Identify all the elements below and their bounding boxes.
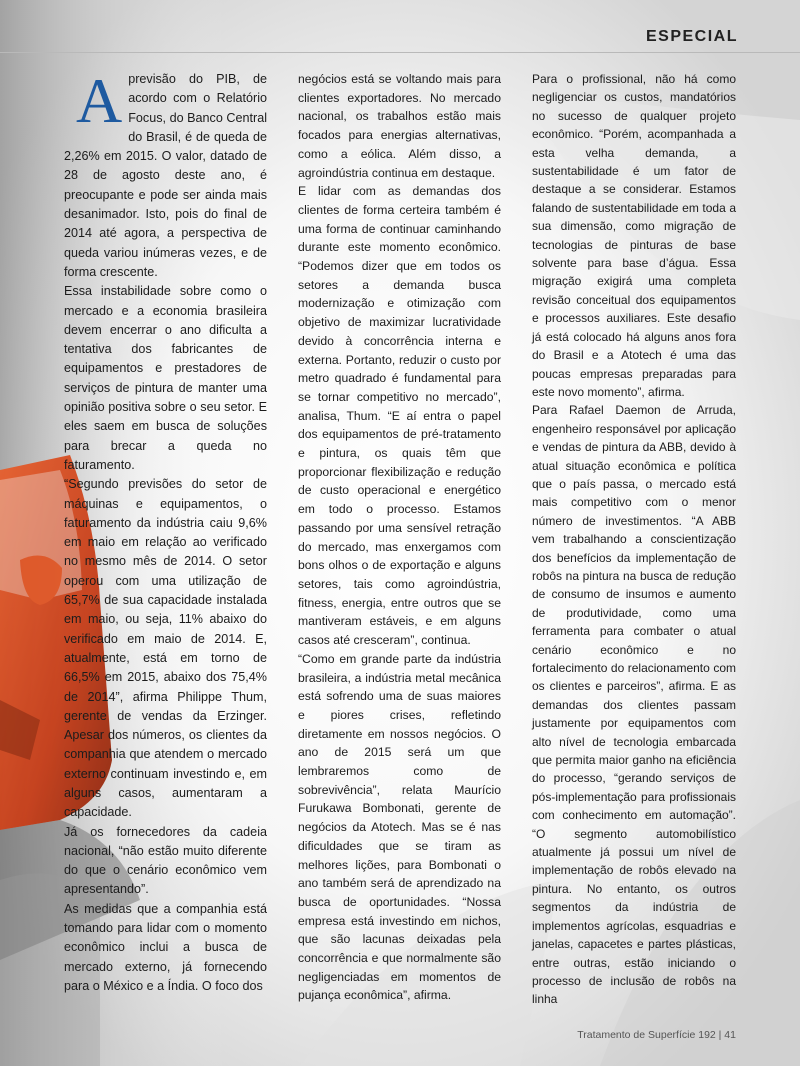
paragraph: previsão do PIB, de acordo com o Relatório Focus, do Banco Central do Brasil, é de queda de 2,26% em 2015. O valor, datado de 28 de agosto deste ano, é preocupante e pode ser ainda mais desanimador. Isto, pois do final de 2014 até agora, a perspectiva de queda variou inúmeras vezes, e de forma crescente. (64, 72, 267, 279)
article-column-3 (532, 70, 736, 1009)
paragraph: Essa instabilidade sobre como o mercado e a economia brasileira devem encerrar o ano dificulta a tentativa dos fabricantes de equipamentos e prestadores de serviços de pintura de manter uma opinião positiva sobre o seu setor. E eles saem em busca de soluções para brecar a queda no faturamento. (64, 284, 267, 472)
paragraph: “Segundo previsões do setor de máquinas e equipamentos, o faturamento da indústria caiu 9,6% em maio em relação ao verificado no mesmo mês de 2014. O setor operou com uma utilização de 65,7% de sua capacidade instalada em maio, ou seja, 11% abaixo do verificado em maio de 2014. E, atualmente, está em torno de 66,5% em 2015, abaixo dos 75,4% de 2014”, afirma Philippe Thum, gerente de vendas da Erzinger. Apesar dos números, os clientes da companhia que atendem o mercado externo continuam investindo e, em alguns casos, aumentaram a capacidade. (64, 477, 267, 820)
paragraph: As medidas que a companhia está tomando para lidar com o momento econômico inclui a busca de mercado externo, já fornecendo para o México e a Índia. O foco dos (64, 901, 267, 993)
page-footer: Tratamento de Superfície 192 | 41 (577, 1029, 736, 1041)
paragraph: Para Rafael Daemon de Arruda, engenheiro responsável por aplicação e vendas de pintura da ABB, devido à atual situação econômica e política que o país passa, o mercado está mais competitivo com o menor número de investimentos. “A ABB vem trabalhando a conscientização dos benefícios da implementação de robôs na pintura na busca de redução de consumo de insumos e aumento de produtividade, como uma ferramenta para combater o atual cenário econômico e no fortalecimento do relacionamento com os clientes e parceiros”, afirma. E as demandas dos clientes passam justamente por equipamentos com alto nível de tecnologia embarcada que permita maior ganho na eficiência do processo, “gerando serviços de pós-implementação para profissionais com conhecimento em automação”. “O segmento automobilístico atualmente já possui um nível de implementação de robôs elevado na pintura. No entanto, os outros segmentos da indústria de implementos agrícolas, esquadrias e janelas, capacetes e partes plásticas, entre outras, estão iniciando o processo de inclusão de robôs na linha (532, 403, 736, 1007)
header-rule (0, 52, 800, 53)
article-column-1 (64, 65, 267, 996)
paragraph: Para o profissional, não há como negligenciar os custos, mandatórios no sucesso de qualquer projeto econômico. “Porém, acompanhada a esta velha demanda, a sustentabilidade é um fator de destaque a se considerar. Estamos falando de sustentabilidade em toda a sua dimensão, como migração de tecnologias de pinturas de base solvente para base d’água. Essa migração exigirá uma completa revisão conceitual dos equipamentos e processos auxiliares. Este desafio já está colocado há alguns anos fora do Brasil e a Atotech é uma das poucas empresas preparadas para este novo momento”, afirma. (532, 72, 736, 399)
paragraph: E lidar com as demandas dos clientes de forma certeira também é uma forma de continuar caminhando durante este momento econômico. “Podemos dizer que em todos os setores a demanda busca modernização e otimização com objetivo de maximizar lucratividade devido à concorrência interna e externa. Portanto, reduzir o custo por metro quadrado é fundamental para se tornar competitivo no mercado”, analisa, Thum. “E aí entra o papel dos equipamentos de pré-tratamento e pintura, os quais têm que proporcionar flexibilização e redução de custo operacional e energético em todo o processo. Estamos passando por uma sensível retração do mercado, mas enxergamos com bons olhos o de exportação e alguns setores, tais como agroindústria, fitness, energia, entre outros que se mantiveram estáveis, e em alguns casos até cresceram”, continua. (298, 184, 501, 648)
paragraph: negócios está se voltando mais para clientes exportadores. No mercado nacional, os trabalhos estão mais focados para energias alternativas, como a eólica. Além disso, a agroindústria continua em destaque. (298, 72, 501, 180)
article-column-2 (298, 70, 501, 1005)
section-label: ESPECIAL (645, 28, 738, 45)
paragraph: “Como em grande parte da indústria brasileira, a indústria metal mecânica está sofrendo uma de suas maiores e piores crises, refletindo diretamente em nossos negócios. O ano de 2015 será um que lembraremos como de sobrevivência”, relata Maurício Furukawa Bombonati, gerente de negócios da Atotech. Mas se é nas dificuldades que se tiram as melhores lições, para Bombonati o ano também será de aprendizado na busca de oportunidades. “Nossa empresa está investindo em nichos, que são lacunas deixadas pela concorrência e que normalmente são negligenciadas em momentos de pujança econômica”, afirma. (298, 651, 501, 1003)
paragraph: Já os fornecedores da cadeia nacional, “não estão muito diferente do que o cenário econômico vem apresentando”. (64, 824, 267, 897)
drop-cap: A (76, 65, 123, 136)
